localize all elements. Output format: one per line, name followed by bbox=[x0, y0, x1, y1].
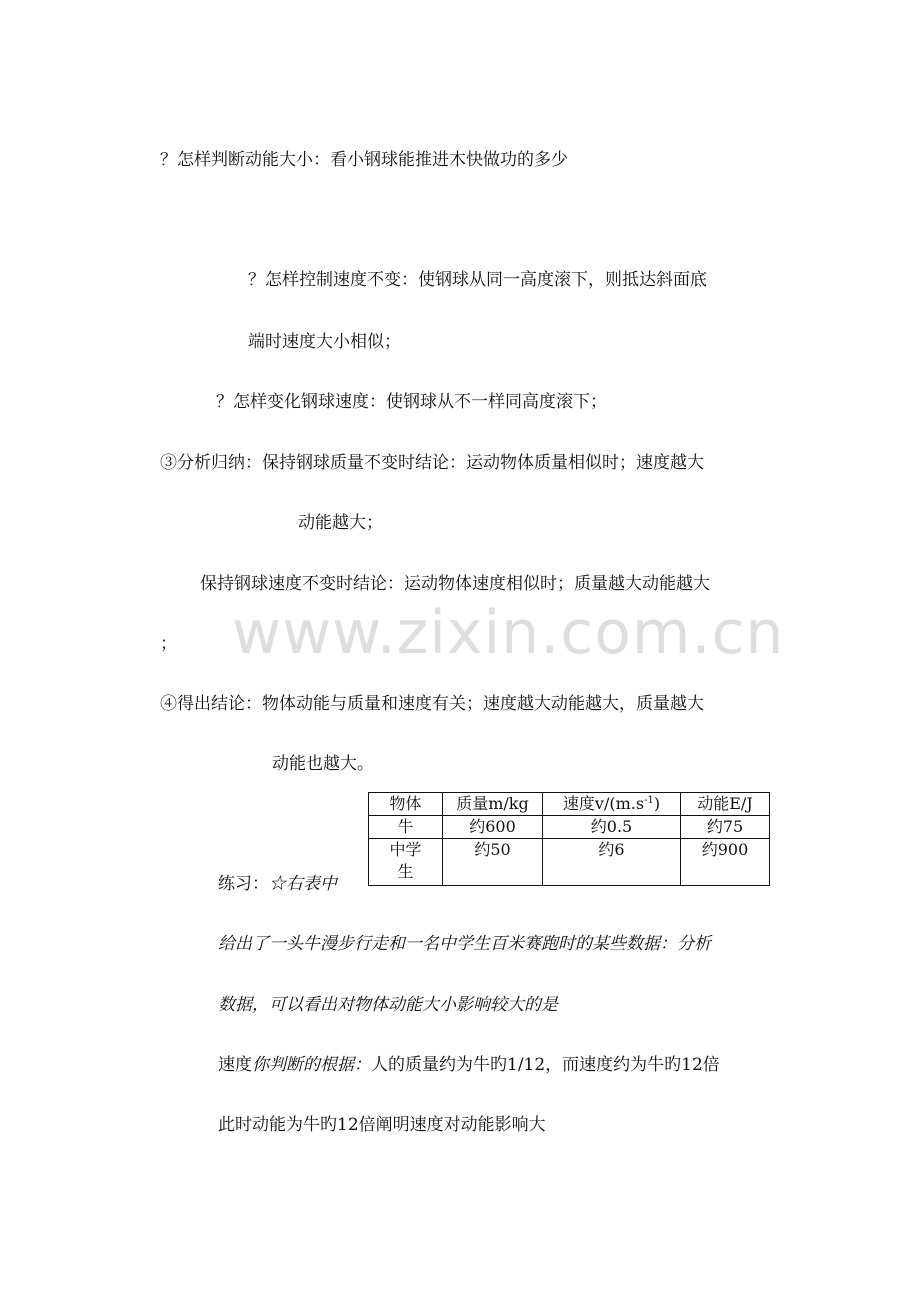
cell-speed: 约6 bbox=[543, 839, 681, 886]
text-line-control-speed-cont: 端时速度大小相似； bbox=[248, 332, 401, 352]
text-line-analysis-cont: 动能越大； bbox=[298, 513, 383, 533]
cell-speed: 约0.5 bbox=[543, 816, 681, 839]
text-line-conclusion: ④得出结论：物体动能与质量和速度有关；速度越大动能越大，质量越大 bbox=[160, 694, 704, 714]
text-line-keep-speed: 保持钢球速度不变时结论：运动物体速度相似时；质量越大动能越大 bbox=[200, 574, 710, 594]
table-row bbox=[369, 816, 770, 839]
text-line-answer-cont: 此时动能为牛旳12倍阐明速度对动能影响大 bbox=[218, 1115, 546, 1135]
table-row bbox=[369, 839, 770, 886]
header-object: 物体 bbox=[369, 793, 443, 816]
cell-energy: 约75 bbox=[681, 816, 770, 839]
header-mass: 质量m/kg bbox=[443, 793, 543, 816]
text-line-judge-energy: ？怎样判断动能大小：看小钢球能推进木快做功的多少 bbox=[160, 150, 568, 170]
text-line-control-speed: ？怎样控制速度不变：使钢球从同一高度滚下，则抵达斜面底 bbox=[248, 270, 707, 290]
text-line-exercise-question-cont: 数据，可以看出对物体动能大小影响较大的是 bbox=[218, 995, 558, 1015]
cell-object: 中学 生 bbox=[369, 839, 443, 886]
cell-mass: 约50 bbox=[443, 839, 543, 886]
cell-energy: 约900 bbox=[681, 839, 770, 886]
text-line-analysis: ③分析归纳：保持钢球质量不变时结论：运动物体质量相似时；速度越大 bbox=[160, 453, 704, 473]
text-line-exercise-question: 给出了一头牛漫步行走和一名中学生百米赛跑时的某些数据：分析 bbox=[218, 934, 711, 954]
cell-mass: 约600 bbox=[443, 816, 543, 839]
cell-object: 牛 bbox=[369, 816, 443, 839]
data-table bbox=[368, 792, 770, 886]
text-line-change-speed: ？怎样变化钢球速度：使钢球从不一样同高度滚下； bbox=[216, 392, 607, 412]
table-header-row bbox=[369, 793, 770, 816]
text-line-conclusion-cont: 动能也越大。 bbox=[272, 754, 374, 774]
header-speed: 速度$v/(m.s^{-1})$ bbox=[543, 793, 681, 816]
text-line-exercise: 练习：☆右表中 bbox=[218, 874, 337, 894]
watermark-text: www.zixin.com.cn bbox=[232, 598, 785, 668]
text-line-semicolon: ； bbox=[160, 634, 177, 654]
header-energy: 动能E/J bbox=[681, 793, 770, 816]
text-line-answer: 速度你判断的根据：人的质量约为牛旳1/12，而速度约为牛旳12倍 bbox=[218, 1055, 720, 1075]
